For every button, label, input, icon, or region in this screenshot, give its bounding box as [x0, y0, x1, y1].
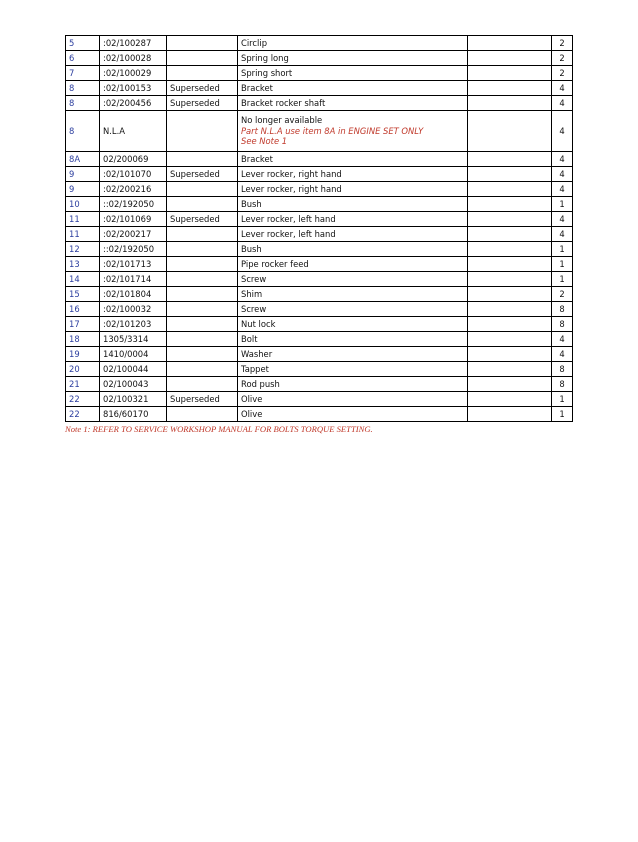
part-number-cell: :02/101804	[100, 287, 167, 302]
part-number-cell: :02/100153	[100, 81, 167, 96]
status-cell	[167, 227, 238, 242]
description-line: Bracket	[241, 82, 273, 93]
table-row	[66, 332, 573, 347]
quantity-cell: 4	[552, 182, 573, 197]
status-cell	[167, 242, 238, 257]
item-number-cell: 9	[66, 182, 100, 197]
status-cell	[167, 332, 238, 347]
table-row	[66, 287, 573, 302]
part-number-cell: 1410/0004	[100, 347, 167, 362]
description-line: Bracket	[241, 153, 273, 164]
quantity-cell: 8	[552, 377, 573, 392]
description-line: Bolt	[241, 333, 258, 344]
description-line: Spring short	[241, 67, 293, 78]
quantity-cell: 4	[552, 347, 573, 362]
description-line: Lever rocker, left hand	[241, 213, 336, 224]
item-number-cell: 18	[66, 332, 100, 347]
description-line: Spring long	[241, 52, 289, 63]
table-row	[66, 66, 573, 81]
description-line: Washer	[241, 348, 273, 359]
description-line: Lever rocker, right hand	[241, 183, 342, 194]
description-line: Bush	[241, 198, 262, 209]
item-number-cell: 8A	[66, 152, 100, 167]
description-cell	[238, 257, 468, 272]
part-number-cell: :02/101713	[100, 257, 167, 272]
blank-cell	[468, 167, 552, 182]
blank-cell	[468, 332, 552, 347]
table-row	[66, 111, 573, 152]
part-number-cell: :02/101069	[100, 212, 167, 227]
description-line: Lever rocker, left hand	[241, 228, 336, 239]
item-number-cell: 9	[66, 167, 100, 182]
part-number-cell: :02/101203	[100, 317, 167, 332]
quantity-cell: 2	[552, 66, 573, 81]
quantity-cell: 4	[552, 212, 573, 227]
quantity-cell: 1	[552, 257, 573, 272]
description-cell	[238, 36, 468, 51]
quantity-cell: 8	[552, 362, 573, 377]
blank-cell	[468, 212, 552, 227]
table-row	[66, 36, 573, 51]
quantity-cell: 1	[552, 272, 573, 287]
description-line: Screw	[241, 273, 267, 284]
blank-cell	[468, 272, 552, 287]
footnote: Note 1: REFER TO SERVICE WORKSHOP MANUAL FOR BOLTS TORQUE SETTING.	[65, 424, 373, 434]
quantity-cell: 8	[552, 302, 573, 317]
part-number-cell: :02/101070	[100, 167, 167, 182]
description-line: Nut lock	[241, 318, 276, 329]
table-row	[66, 182, 573, 197]
quantity-cell: 2	[552, 287, 573, 302]
part-number-cell: :02/101714	[100, 272, 167, 287]
item-number-cell: 16	[66, 302, 100, 317]
blank-cell	[468, 317, 552, 332]
description-cell	[238, 407, 468, 422]
blank-cell	[468, 51, 552, 66]
item-number-cell: 8	[66, 81, 100, 96]
blank-cell	[468, 407, 552, 422]
part-number-cell: ::02/192050	[100, 242, 167, 257]
table-row	[66, 227, 573, 242]
part-number-cell: :02/100028	[100, 51, 167, 66]
status-cell: Superseded	[167, 81, 238, 96]
part-number-cell: :02/100032	[100, 302, 167, 317]
part-number-cell: :02/200216	[100, 182, 167, 197]
quantity-cell: 2	[552, 51, 573, 66]
item-number-cell: 12	[66, 242, 100, 257]
blank-cell	[468, 347, 552, 362]
description-line: Pipe rocker feed	[241, 258, 309, 269]
part-number-cell: 816/60170	[100, 407, 167, 422]
table-row	[66, 96, 573, 111]
part-number-cell: 02/100044	[100, 362, 167, 377]
blank-cell	[468, 302, 552, 317]
item-number-cell: 8	[66, 96, 100, 111]
status-cell	[167, 272, 238, 287]
blank-cell	[468, 242, 552, 257]
description-cell	[238, 242, 468, 257]
description-line: See Note 1	[241, 136, 288, 147]
quantity-cell: 1	[552, 407, 573, 422]
part-number-cell: 1305/3314	[100, 332, 167, 347]
part-number-cell: 02/100321	[100, 392, 167, 407]
quantity-cell: 4	[552, 111, 573, 152]
description-cell	[238, 111, 468, 152]
blank-cell	[468, 227, 552, 242]
status-cell	[167, 111, 238, 152]
quantity-cell: 1	[552, 197, 573, 212]
item-number-cell: 15	[66, 287, 100, 302]
description-cell	[238, 377, 468, 392]
blank-cell	[468, 66, 552, 81]
item-number-cell: 19	[66, 347, 100, 362]
status-cell	[167, 257, 238, 272]
table-row	[66, 317, 573, 332]
quantity-cell: 2	[552, 36, 573, 51]
blank-cell	[468, 36, 552, 51]
status-cell	[167, 407, 238, 422]
blank-cell	[468, 362, 552, 377]
item-number-cell: 8	[66, 111, 100, 152]
item-number-cell: 21	[66, 377, 100, 392]
parts-table-body	[66, 36, 573, 422]
quantity-cell: 8	[552, 317, 573, 332]
quantity-cell: 4	[552, 81, 573, 96]
status-cell	[167, 362, 238, 377]
item-number-cell: 17	[66, 317, 100, 332]
description-cell	[238, 227, 468, 242]
table-row	[66, 212, 573, 227]
blank-cell	[468, 111, 552, 152]
status-cell: Superseded	[167, 212, 238, 227]
status-cell	[167, 317, 238, 332]
status-cell: Superseded	[167, 167, 238, 182]
status-cell	[167, 152, 238, 167]
quantity-cell: 1	[552, 242, 573, 257]
table-row	[66, 167, 573, 182]
description-cell	[238, 392, 468, 407]
description-cell	[238, 287, 468, 302]
blank-cell	[468, 182, 552, 197]
description-cell	[238, 167, 468, 182]
description-cell	[238, 212, 468, 227]
item-number-cell: 22	[66, 407, 100, 422]
part-number-cell: 02/100043	[100, 377, 167, 392]
table-row	[66, 51, 573, 66]
quantity-cell: 4	[552, 96, 573, 111]
status-cell	[167, 182, 238, 197]
status-cell	[167, 377, 238, 392]
blank-cell	[468, 287, 552, 302]
part-number-cell: 02/200069	[100, 152, 167, 167]
description-cell	[238, 302, 468, 317]
status-cell	[167, 197, 238, 212]
status-cell	[167, 287, 238, 302]
table-row	[66, 257, 573, 272]
blank-cell	[468, 257, 552, 272]
table-row	[66, 302, 573, 317]
part-number-cell: N.L.A	[100, 111, 167, 152]
status-cell	[167, 36, 238, 51]
description-line: Rod push	[241, 378, 280, 389]
description-line: Lever rocker, right hand	[241, 168, 342, 179]
quantity-cell: 4	[552, 152, 573, 167]
description-cell	[238, 96, 468, 111]
item-number-cell: 22	[66, 392, 100, 407]
description-cell	[238, 317, 468, 332]
part-number-cell: ::02/192050	[100, 197, 167, 212]
item-number-cell: 14	[66, 272, 100, 287]
part-number-cell: :02/200456	[100, 96, 167, 111]
description-line: Part N.L.A use item 8A in ENGINE SET ONLY	[241, 125, 424, 136]
table-row	[66, 242, 573, 257]
quantity-cell: 4	[552, 167, 573, 182]
table-row	[66, 377, 573, 392]
description-cell	[238, 197, 468, 212]
table-row	[66, 392, 573, 407]
description-cell	[238, 347, 468, 362]
description-cell	[238, 182, 468, 197]
description-line: Tappet	[241, 363, 269, 374]
part-number-cell: :02/100029	[100, 66, 167, 81]
status-cell	[167, 302, 238, 317]
blank-cell	[468, 81, 552, 96]
status-cell: Superseded	[167, 96, 238, 111]
status-cell	[167, 51, 238, 66]
item-number-cell: 20	[66, 362, 100, 377]
quantity-cell: 4	[552, 332, 573, 347]
quantity-cell: 1	[552, 392, 573, 407]
item-number-cell: 7	[66, 66, 100, 81]
description-line: Olive	[241, 408, 263, 419]
item-number-cell: 11	[66, 212, 100, 227]
item-number-cell: 10	[66, 197, 100, 212]
parts-table	[65, 35, 573, 422]
blank-cell	[468, 152, 552, 167]
description-cell	[238, 81, 468, 96]
description-line: Bush	[241, 243, 262, 254]
item-number-cell: 13	[66, 257, 100, 272]
description-cell	[238, 272, 468, 287]
table-row	[66, 81, 573, 96]
description-line: Screw	[241, 303, 267, 314]
description-line: Shim	[241, 288, 263, 299]
description-cell	[238, 362, 468, 377]
description-line: Olive	[241, 393, 263, 404]
status-cell: Superseded	[167, 392, 238, 407]
blank-cell	[468, 392, 552, 407]
description-cell	[238, 332, 468, 347]
table-row	[66, 362, 573, 377]
table-row	[66, 272, 573, 287]
part-number-cell: :02/200217	[100, 227, 167, 242]
status-cell	[167, 347, 238, 362]
description-line: Bracket rocker shaft	[241, 97, 326, 108]
status-cell	[167, 66, 238, 81]
description-cell	[238, 51, 468, 66]
table-row	[66, 152, 573, 167]
description-cell	[238, 66, 468, 81]
blank-cell	[468, 96, 552, 111]
blank-cell	[468, 197, 552, 212]
description-cell	[238, 152, 468, 167]
table-row	[66, 407, 573, 422]
quantity-cell: 4	[552, 227, 573, 242]
description-line: Circlip	[241, 37, 268, 48]
part-number-cell: :02/100287	[100, 36, 167, 51]
blank-cell	[468, 377, 552, 392]
item-number-cell: 11	[66, 227, 100, 242]
item-number-cell: 5	[66, 36, 100, 51]
table-row	[66, 347, 573, 362]
table-row	[66, 197, 573, 212]
item-number-cell: 6	[66, 51, 100, 66]
description-line: No longer available	[241, 115, 323, 126]
